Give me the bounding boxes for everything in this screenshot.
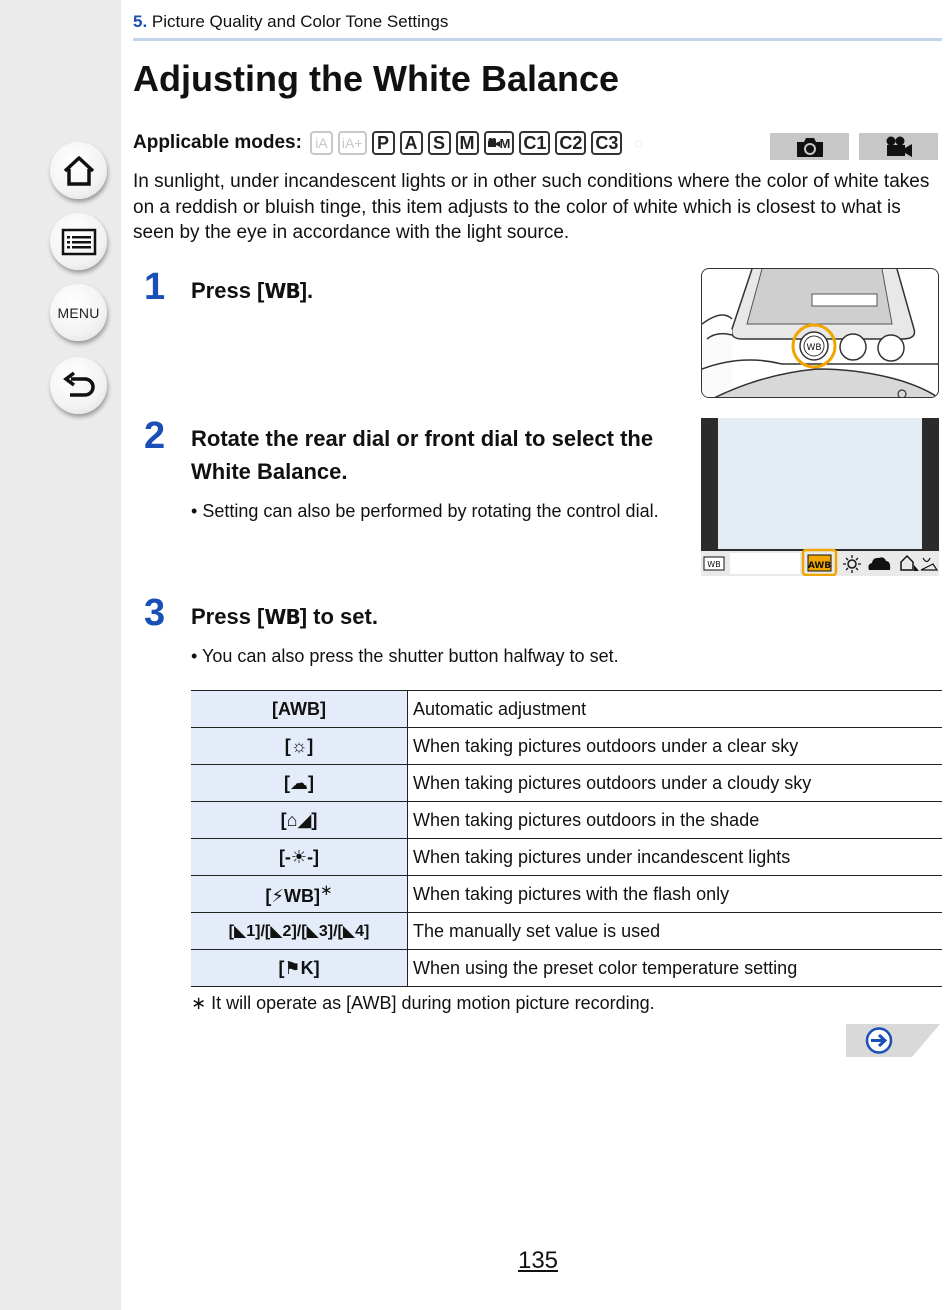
mode-ia: iA <box>310 131 333 155</box>
step-3-bullet-text: You can also press the shutter button halfway to set. <box>201 646 619 666</box>
wb-key: [◣1]/[◣2]/[◣3]/[◣4] <box>191 913 408 950</box>
step-2-text: Rotate the rear dial or front dial to select the White Balance. <box>191 426 654 484</box>
next-page-tab <box>846 1024 940 1057</box>
step-2-bullet <box>191 501 659 522</box>
step-1-number: 1 <box>144 266 166 308</box>
wb-key: [⚡WB] <box>265 886 321 906</box>
contents-button[interactable] <box>50 213 107 270</box>
table-row <box>191 691 942 728</box>
chapter-title: Picture Quality and Color Tone Settings <box>151 12 449 31</box>
mode-ia-plus: iA+ <box>338 131 367 155</box>
mode-c3: C3 <box>591 131 622 155</box>
header-rule <box>133 38 942 41</box>
wb-description: When taking pictures with the flash only <box>408 876 943 913</box>
wb-symbol: WB <box>264 605 300 629</box>
home-icon <box>61 154 97 188</box>
step-3-text-after: ] to set. <box>299 604 378 629</box>
step-3-bullet <box>191 646 619 667</box>
mode-c2: C2 <box>555 131 586 155</box>
footnote: ∗ It will operate as [AWB] during motion picture recording. <box>191 993 655 1013</box>
applicable-modes <box>133 131 655 155</box>
sidebar <box>0 0 121 1310</box>
back-arrow-icon <box>61 371 97 401</box>
wb-description: When taking pictures outdoors in the shade <box>408 802 943 839</box>
table-row <box>191 765 942 802</box>
mode-s: S <box>428 131 451 155</box>
wb-description: When taking pictures outdoors under a cloudy sky <box>408 765 943 802</box>
page-title: Adjusting the White Balance <box>133 58 620 99</box>
wb-key: [⌂◢] <box>191 802 408 839</box>
wb-key: [⚑K] <box>191 950 408 987</box>
menu-button[interactable] <box>50 284 107 341</box>
wb-key: [AWB] <box>191 691 408 728</box>
home-button[interactable] <box>50 142 107 199</box>
chapter-number: 5. <box>133 12 148 31</box>
photo-mode-tag <box>770 133 849 160</box>
wb-key-cell <box>191 876 408 913</box>
bullet-dot: • <box>191 646 202 666</box>
movie-camera-icon <box>884 136 914 158</box>
mode-creative-control: ◌ <box>634 135 644 151</box>
wb-description: When taking pictures outdoors under a clear sky <box>408 728 943 765</box>
step-1-text <box>191 274 313 308</box>
photo-camera-icon <box>795 136 825 158</box>
table-row <box>191 728 942 765</box>
bullet-dot: • <box>191 501 203 521</box>
intro-text: In sunlight, under incandescent lights or in other such conditions where the color of white takes on a reddish or bluish tinge, this item adjusts to the color of white which is closest to what is seen by the eye in accordance with the light source. <box>133 171 930 243</box>
wb-selected: AWB <box>807 561 832 571</box>
wb-symbol: WB <box>264 279 300 303</box>
step-3-text <box>191 600 378 634</box>
svg-text:WB: WB <box>806 343 822 353</box>
step-3-text-before: Press [ <box>191 604 265 629</box>
movie-small-icon <box>488 138 500 148</box>
step-1-text-after: ]. <box>299 278 314 303</box>
wb-key: [-☀-] <box>191 839 408 876</box>
back-button[interactable] <box>50 357 107 414</box>
video-mode-tag <box>859 133 938 160</box>
table-row <box>191 950 942 987</box>
mode-creative-video <box>484 131 515 155</box>
wb-selection-strip <box>701 418 939 576</box>
table-row <box>191 839 942 876</box>
step-3-number: 3 <box>144 592 166 634</box>
wb-badge: WB <box>707 560 721 569</box>
page-number: 135 <box>517 1247 559 1274</box>
camera-wb-button-illustration <box>701 268 939 398</box>
wb-key: [☼] <box>191 728 408 765</box>
table-row <box>191 913 942 950</box>
list-icon <box>61 228 97 256</box>
footnote-mark: ∗ <box>320 882 333 899</box>
step-2-number: 2 <box>144 415 166 457</box>
step-1-text-before: Press [ <box>191 278 265 303</box>
wb-settings-table <box>191 690 942 987</box>
mode-m: M <box>456 131 479 155</box>
modes-label: Applicable modes: <box>133 132 302 153</box>
menu-label: MENU <box>57 304 100 321</box>
mode-creative-video-letter: M <box>499 135 511 151</box>
breadcrumb <box>133 12 448 32</box>
wb-description: The manually set value is used <box>408 913 943 950</box>
table-row <box>191 802 942 839</box>
mode-c1: C1 <box>519 131 550 155</box>
camera-back-drawing <box>702 269 939 398</box>
mode-a: A <box>400 131 423 155</box>
step-2-bullet-text: Setting can also be performed by rotating the control dial. <box>202 501 659 521</box>
wb-description: Automatic adjustment <box>408 691 943 728</box>
next-page-button[interactable] <box>846 1024 940 1057</box>
wb-description: When using the preset color temperature setting <box>408 950 943 987</box>
wb-selection-screen-illustration <box>701 418 939 576</box>
mode-p: P <box>372 131 395 155</box>
wb-key: [☁] <box>191 765 408 802</box>
table-row <box>191 876 942 913</box>
wb-description: When taking pictures under incandescent lights <box>408 839 943 876</box>
